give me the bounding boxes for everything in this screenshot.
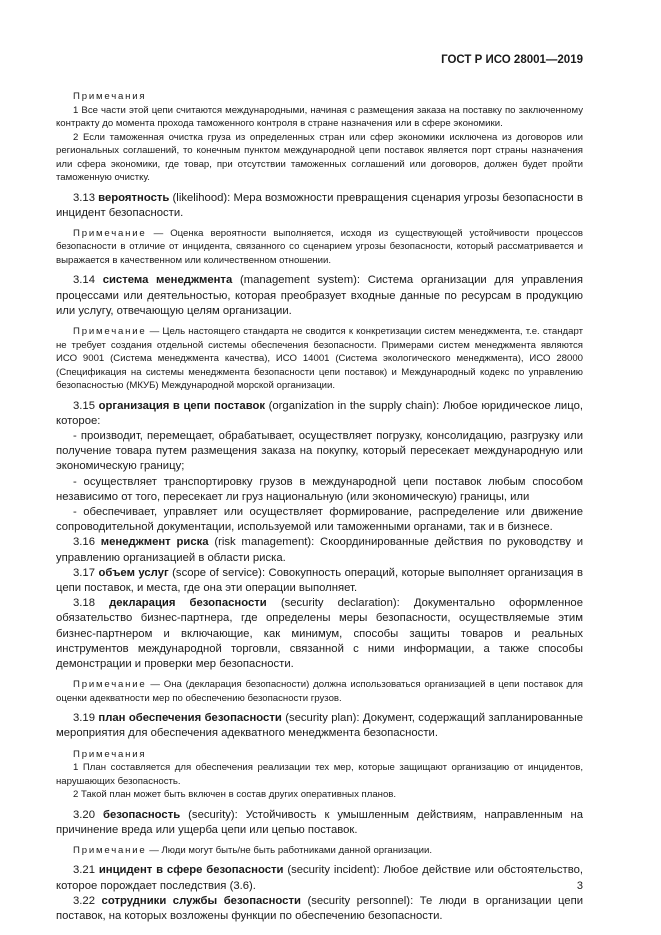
term: декларация безопасности [109, 597, 267, 610]
definition-3-17: 3.17 объем услуг (scope of service): Совокупность операций, которые выполняет организация в цепи поставок, и места, где она эти операции выполняет. [56, 566, 584, 594]
definition-3-13: 3.13 вероятность (likelihood): Мера возможности превращения сценария угрозы безопасности в инцидент безопасности. [56, 191, 584, 219]
term: план обеспечения безопасности [98, 712, 282, 725]
standard-header: ГОСТ Р ИСО 28001—2019 [441, 54, 583, 66]
term: менеджмент риска [100, 536, 209, 549]
term: инцидент в сфере безопасности [98, 864, 284, 877]
note-2: 2 Если таможенная очистка груза из определенных стран или сфер экономики исключена из договоров или региональных соглашений, то конечным пунктом международной цепи поставок является порт страны назначения или сфера экономики, где товар, при отсутствии таможенных соглашений или договоров, должен будет пройти таможенную очистку. [56, 131, 583, 183]
definition-3-20: 3.20 безопасность (security): Устойчивость к умышленным действиям, направленным на причинение вреда или ущерба цепи или цепью поставок. [56, 808, 584, 836]
note-3-18: Примечание — Она (декларация безопасности) должна использоваться организацией в цепи поставок для оценки адекватности мер по обеспечению безопасности грузов. [56, 679, 583, 704]
note-1: 1 Все части этой цепи считаются международными, начиная с размещения заказа на поставку по заключенному контракту до момента прохода таможенного контроля в стране назначения или в сфере экономики. [56, 104, 583, 129]
term: вероятность [98, 191, 170, 204]
definition-3-19: 3.19 план обеспечения безопасности (security plan): Документ, содержащий запланированные мероприятия для обеспечения адекватного менеджмента безопасности. [56, 712, 584, 740]
definition-3-16: 3.16 менеджмент риска (risk management): Скоординированные действия по руководству и управлению организацией в области риска. [56, 536, 584, 564]
note-1: 1 План составляется для обеспечения реализации тех мер, которые защищают организацию от инцидентов, нарушающих безопасность. [56, 762, 583, 787]
definition-3-15: 3.15 организация в цепи поставок (organization in the supply chain): Любое юридическое лицо, которое: [56, 399, 583, 427]
notes-heading: Примечания [73, 91, 147, 102]
list-item: - осуществляет транспортировку грузов в международной цепи поставок любым способом независимо от того, пересекает ли груз национальную (или экономическую) границы, или [56, 475, 583, 503]
definition-3-21: 3.21 инцидент в сфере безопасности (security incident): Любое действие или обстоятельство, которое порождает последствия (3.6). [56, 864, 584, 892]
term: система менеджмента [102, 274, 233, 287]
note-3-20: Примечание — Люди могут быть/не быть работниками данной организации. [73, 844, 433, 856]
note-3-13: Примечание — Оценка вероятности выполняется, исходя из существующей устойчивости процессов безопасности в отличие от инцидента, связанного со сценарием угрозы безопасности, который рассматривается и выражается в качественном или количественном отношении. [56, 227, 584, 266]
definition-3-22: 3.22 сотрудники службы безопасности (security personnel): Те люди в организации цепи поставок, на которых возложены функции по обеспечению безопасности. [56, 894, 584, 923]
term: безопасность [102, 808, 181, 821]
note-3-14: Примечание — Цель настоящего стандарта не сводится к конкретизации систем менеджмента, т.е. стандарт не требует создания отдельной системы обеспечения безопасности. Примерами систем менеджмента являются ИСО 9001 (Система менеджмента качества), ИСО 14001 (Система экологического менеджмента), ИСО 28000 (Спецификация на системы менеджмента безопасности цепи поставок) и Международный кодекс по управлению безопасностью (МКУБ) Международной морской организации. [56, 326, 583, 392]
list-item: - производит, перемещает, обрабатывает, осуществляет погрузку, консолидацию, разгрузку или получение товара путем размещения заказа на покупку, который пересекает международную или экономическую границу; [56, 429, 583, 473]
notes-heading: Примечания [73, 748, 147, 760]
list-item: - обеспечивает, управляет или осуществляет формирование, распределение или движение сопроводительной документации, используемой или таможенными органами, так и в бизнесе. [56, 505, 583, 534]
definition-3-14: 3.14 система менеджмента (management system): Система организации для управления процессами или деятельностью, которая преобразует входные данные по ресурсам в продукцию или услугу, отвечающую целям организации. [56, 274, 583, 317]
page-number: 3 [576, 880, 583, 892]
document-body [56, 90, 583, 924]
term: организация в цепи поставок [98, 399, 266, 412]
definition-3-18: 3.18 декларация безопасности (security declaration): Документально оформленное обязательство бизнес-партнера, где определены меры безопасности, осуществляемые этим бизнес-партнером и включающие, как минимум, способы защиты товаров и реальных инструментов международной торговли, связанной с ними информации, а также способы демонстрации и проверки мер безопасности. [56, 597, 583, 670]
term: сотрудники службы безопасности [101, 894, 301, 907]
term: объем услуг [98, 566, 169, 579]
note-2: 2 Такой план может быть включен в состав других оперативных планов. [73, 789, 397, 801]
